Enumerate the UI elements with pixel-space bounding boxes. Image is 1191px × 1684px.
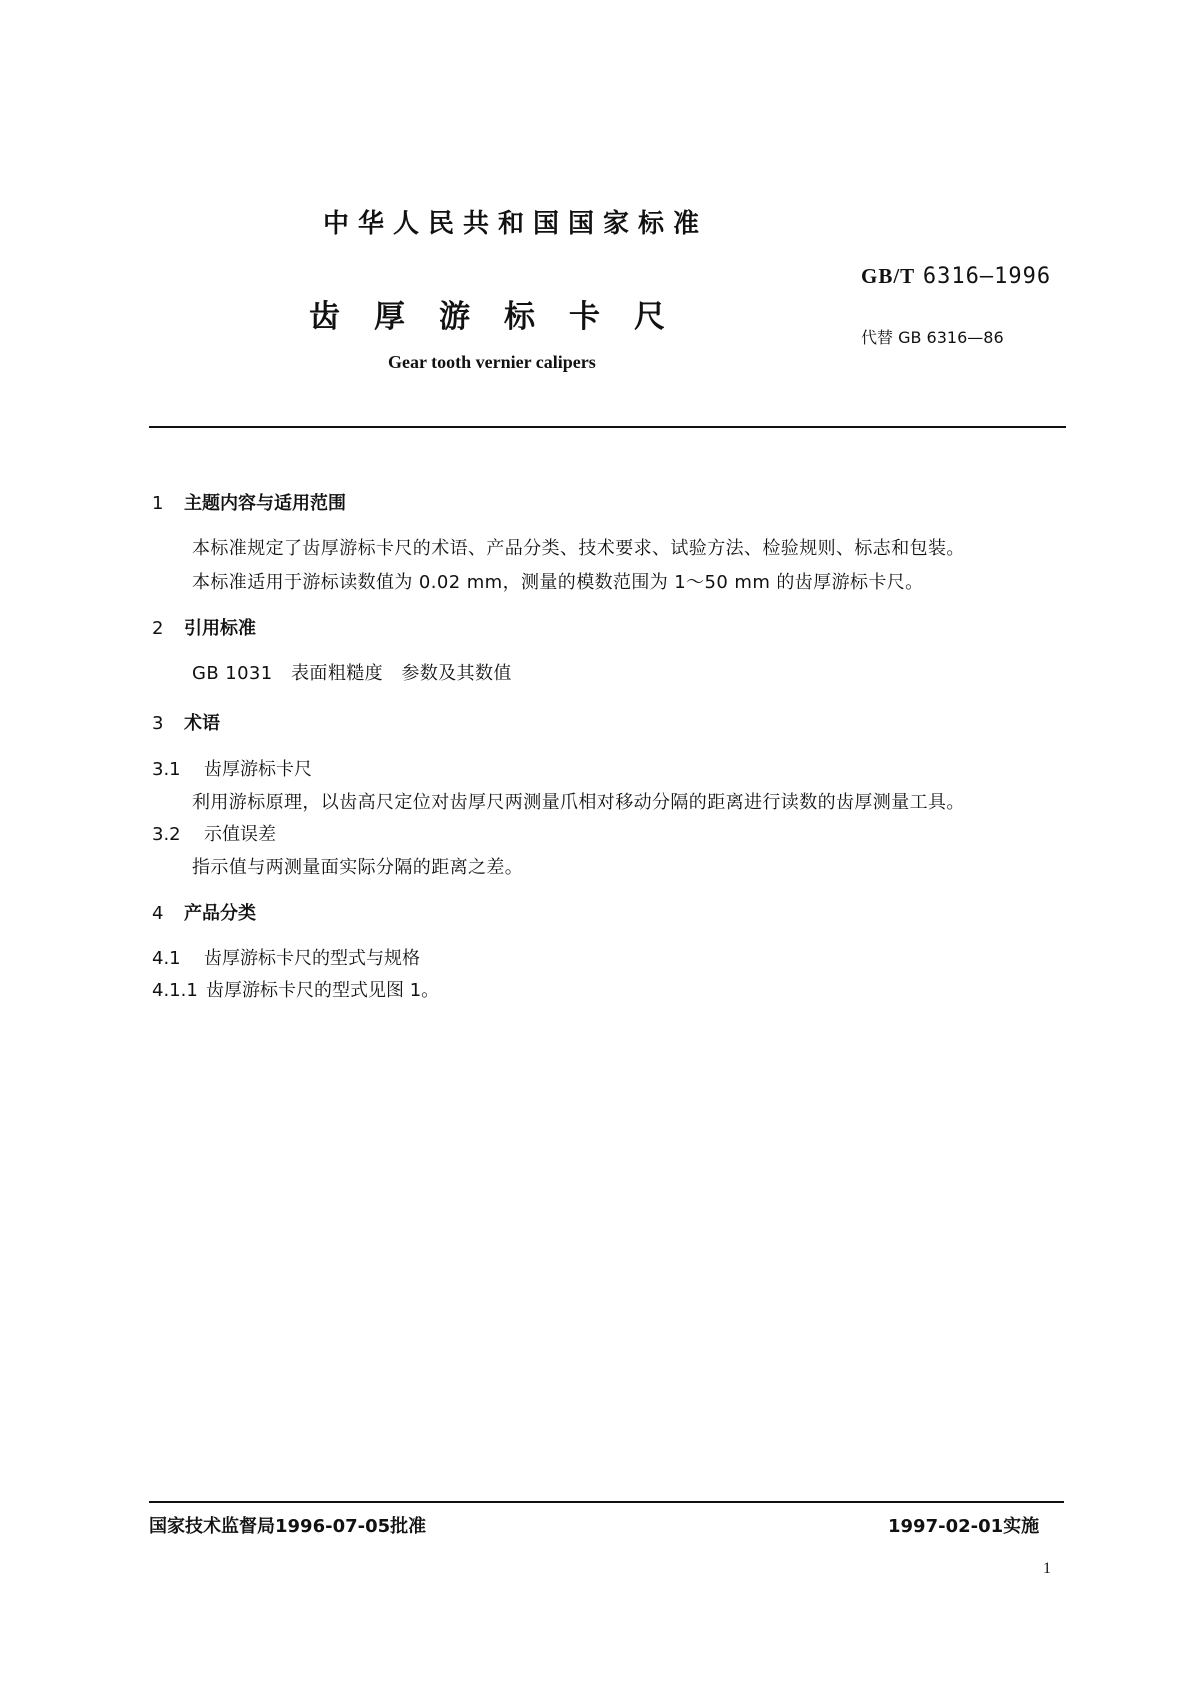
section-2-reference: GB 1031 表面粗糙度 参数及其数值 xyxy=(192,663,512,684)
document-title-en: Gear tooth vernier calipers xyxy=(388,352,596,372)
header-divider xyxy=(149,426,1066,428)
section-4-1-1-number: 4.1.1 xyxy=(152,980,198,1001)
section-3-1-number: 3.1 xyxy=(152,759,181,780)
replaces-standard: 代替 GB 6316—86 xyxy=(861,328,1004,347)
section-3-2-heading xyxy=(152,820,276,846)
section-1-heading xyxy=(152,489,346,515)
approval-date: 国家技术监督局1996-07-05批准 xyxy=(149,1516,427,1537)
footer-divider xyxy=(149,1501,1064,1503)
section-4-1-title: 齿厚游标卡尺的型式与规格 xyxy=(204,948,420,969)
standard-prefix: GB/T xyxy=(861,264,916,288)
effective-date: 1997-02-01实施 xyxy=(888,1516,1040,1537)
section-3-1-title: 齿厚游标卡尺 xyxy=(204,759,312,780)
page-number: 1 xyxy=(1043,1560,1051,1577)
standard-number xyxy=(861,264,1051,289)
section-2-heading xyxy=(152,614,256,640)
document-title-cn: 齿厚游标卡尺 xyxy=(309,299,699,335)
section-3-1-definition: 利用游标原理，以齿高尺定位对齿厚尺两测量爪相对移动分隔的距离进行读数的齿厚测量工具。 xyxy=(192,792,965,813)
section-4-1-1-heading xyxy=(152,976,439,1002)
standard-code: 6316—1996 xyxy=(922,264,1052,289)
section-1-number: 1 xyxy=(152,493,164,514)
section-1-paragraph-1: 本标准规定了齿厚游标卡尺的术语、产品分类、技术要求、试验方法、检验规则、标志和包装。 xyxy=(192,538,965,559)
section-4-1-heading xyxy=(152,944,420,970)
section-4-title: 产品分类 xyxy=(184,903,256,924)
section-4-number: 4 xyxy=(152,903,164,924)
section-3-2-title: 示值误差 xyxy=(204,824,276,845)
section-3-2-definition: 指示值与两测量面实际分隔的距离之差。 xyxy=(192,857,524,878)
section-3-title: 术语 xyxy=(184,713,220,734)
section-4-heading xyxy=(152,899,256,925)
section-4-1-1-text: 齿厚游标卡尺的型式见图 1。 xyxy=(206,980,440,1001)
section-3-1-heading xyxy=(152,755,312,781)
section-2-title: 引用标准 xyxy=(184,618,256,639)
section-4-1-number: 4.1 xyxy=(152,948,181,969)
section-1-paragraph-2: 本标准适用于游标读数值为 0.02 mm，测量的模数范围为 1～50 mm 的齿厚游标卡尺。 xyxy=(192,572,924,593)
section-3-number: 3 xyxy=(152,713,164,734)
section-3-2-number: 3.2 xyxy=(152,824,181,845)
section-3-heading xyxy=(152,709,220,735)
section-2-number: 2 xyxy=(152,618,164,639)
section-1-title: 主题内容与适用范围 xyxy=(184,493,346,514)
national-standard-title: 中华人民共和国国家标准 xyxy=(323,209,709,239)
